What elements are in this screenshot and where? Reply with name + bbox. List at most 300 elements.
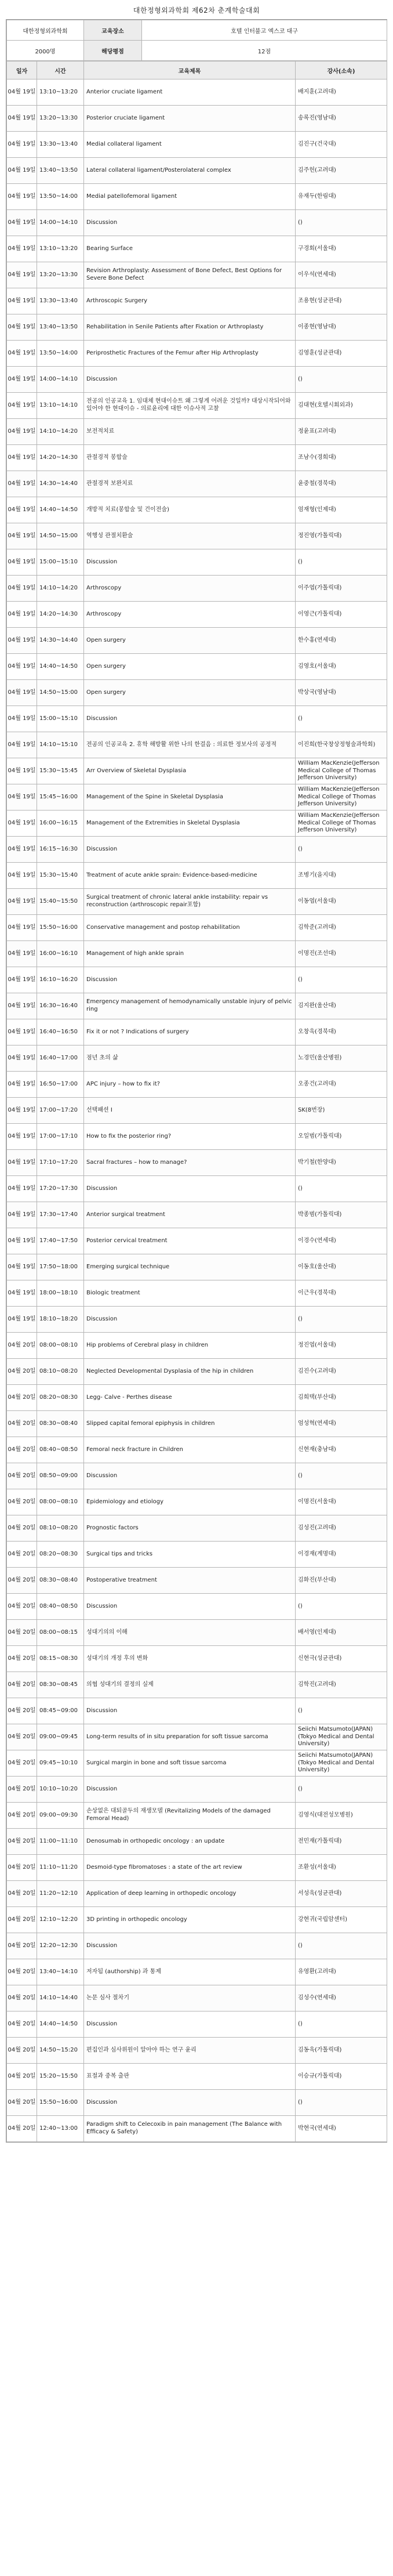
session-date: 04월 19일 <box>7 889 37 915</box>
session-date: 04월 19일 <box>7 158 37 184</box>
session-time: 08:15~08:30 <box>37 1646 84 1672</box>
session-speaker: () <box>296 1594 387 1620</box>
session-time: 17:10~17:20 <box>37 1150 84 1176</box>
session-time: 14:20~14:30 <box>37 602 84 628</box>
session-title: Discussion <box>84 1933 296 1959</box>
session-speaker: Seiichi Matsumoto(JAPAN)(Tokyo Medical and Dental University) <box>296 1724 387 1750</box>
session-speaker: 김진구(건국대) <box>296 132 387 158</box>
session-date: 04월 20일 <box>7 2038 37 2064</box>
session-title: 전공의 인공교육 1. 임대체 현대이슈트 왜 그렇게 어려운 것일까? 대상시작되어와 있어야 한 현대이슈 - 의료윤리에 대한 이슈사적 고찰 <box>84 393 296 419</box>
session-date: 04월 20일 <box>7 1933 37 1959</box>
session-speaker: 김지완(울산대) <box>296 993 387 1019</box>
session-speaker: 이동엽(서울대) <box>296 889 387 915</box>
session-title: Discussion <box>84 1777 296 1803</box>
session-time: 15:40~15:50 <box>37 889 84 915</box>
session-title: Posterior cervical treatment <box>84 1228 296 1254</box>
session-date: 04월 19일 <box>7 706 37 732</box>
table-row <box>7 288 387 314</box>
session-title: Discussion <box>84 2090 296 2116</box>
session-speaker: 송록진(영남대) <box>296 106 387 132</box>
session-time: 16:40~16:50 <box>37 1019 84 1045</box>
column-header-date: 일자 <box>7 61 37 79</box>
session-title: Discussion <box>84 1463 296 1489</box>
session-time: 13:40~13:50 <box>37 158 84 184</box>
table-row <box>7 811 387 837</box>
session-time: 18:00~18:10 <box>37 1280 84 1307</box>
column-header-time: 시간 <box>37 61 84 79</box>
table-row <box>7 1829 387 1855</box>
session-title: 의협 성대기의 결정의 실제 <box>84 1672 296 1698</box>
session-time: 13:10~13:20 <box>37 236 84 262</box>
session-speaker: 유영환(고려대) <box>296 1959 387 1985</box>
session-time: 08:30~08:40 <box>37 1568 84 1594</box>
session-speaker: 신현극(성균관대) <box>296 1646 387 1672</box>
session-title: Surgical tips and tricks <box>84 1542 296 1568</box>
table-row <box>7 1176 387 1202</box>
session-date: 04월 19일 <box>7 993 37 1019</box>
session-title: Bearing Surface <box>84 236 296 262</box>
session-speaker: William MacKenzie(Jefferson Medical College of Thomas Jefferson University) <box>296 758 387 784</box>
schedule-header-row <box>7 61 387 79</box>
table-row <box>7 784 387 811</box>
session-date: 04월 20일 <box>7 1907 37 1933</box>
session-speaker: 정진영(가톨릭대) <box>296 523 387 549</box>
schedule-table <box>6 61 387 2142</box>
session-speaker: 박기철(한양대) <box>296 1150 387 1176</box>
session-speaker: 윤중철(경북대) <box>296 471 387 497</box>
session-speaker: 한수홍(연세대) <box>296 628 387 654</box>
session-speaker: () <box>296 2090 387 2116</box>
session-title: Arthroscopy <box>84 602 296 628</box>
session-time: 14:50~15:00 <box>37 680 84 706</box>
table-row <box>7 2116 387 2142</box>
session-time: 14:30~14:40 <box>37 471 84 497</box>
session-speaker: 김성수(연세대) <box>296 1985 387 2011</box>
session-speaker: 박현국(연세대) <box>296 2116 387 2142</box>
session-time: 14:00~14:10 <box>37 210 84 236</box>
session-speaker: William MacKenzie(Jefferson Medical College of Thomas Jefferson University) <box>296 784 387 811</box>
session-date: 04월 19일 <box>7 367 37 393</box>
session-speaker: 오일범(가톨릭대) <box>296 1124 387 1150</box>
table-row <box>7 680 387 706</box>
table-row <box>7 1385 387 1411</box>
session-date: 04월 19일 <box>7 106 37 132</box>
session-title: Open surgery <box>84 628 296 654</box>
session-time: 13:40~14:10 <box>37 1959 84 1985</box>
session-date: 04월 19일 <box>7 288 37 314</box>
session-date: 04월 20일 <box>7 1463 37 1489</box>
session-date: 04월 20일 <box>7 1333 37 1359</box>
session-title: Postoperative treatment <box>84 1568 296 1594</box>
session-speaker: 조용현(성균관대) <box>296 288 387 314</box>
session-speaker: 조환성(서울대) <box>296 1855 387 1881</box>
schedule-body <box>7 79 387 2142</box>
table-row <box>7 1307 387 1333</box>
session-title: Management of the Spine in Skeletal Dysplasia <box>84 784 296 811</box>
session-speaker: 정윤표(고려대) <box>296 419 387 445</box>
session-speaker: 이진희(한국창상정형술과학회) <box>296 732 387 758</box>
session-title: 저자됨 (authorship) 과 통제 <box>84 1959 296 1985</box>
session-title: Arthroscopic Surgery <box>84 288 296 314</box>
session-date: 04월 19일 <box>7 941 37 967</box>
table-row <box>7 706 387 732</box>
session-date: 04월 19일 <box>7 1072 37 1098</box>
session-title: 역행성 관절치환술 <box>84 523 296 549</box>
session-time: 15:00~15:10 <box>37 706 84 732</box>
session-title: APC injury – how to fix it? <box>84 1072 296 1098</box>
session-time: 15:50~16:00 <box>37 915 84 941</box>
table-row <box>7 1933 387 1959</box>
session-time: 12:10~12:20 <box>37 1907 84 1933</box>
session-date: 04월 19일 <box>7 576 37 602</box>
session-date: 04월 19일 <box>7 132 37 158</box>
session-time: 08:40~08:50 <box>37 1594 84 1620</box>
session-speaker: 이주엽(가톨릭대) <box>296 576 387 602</box>
session-title: Discussion <box>84 2011 296 2038</box>
table-row <box>7 1594 387 1620</box>
session-speaker: () <box>296 549 387 576</box>
table-row <box>7 1672 387 1698</box>
session-title: Discussion <box>84 1698 296 1724</box>
session-title: Surgical margin in bone and soft tissue sarcoma <box>84 1750 296 1777</box>
table-row <box>7 941 387 967</box>
table-row <box>7 889 387 915</box>
session-title: Management of the Extremities in Skeletal Dysplasia <box>84 811 296 837</box>
session-time: 09:45~10:10 <box>37 1750 84 1777</box>
session-date: 04월 19일 <box>7 863 37 889</box>
session-date: 04월 19일 <box>7 79 37 106</box>
table-row <box>7 1985 387 2011</box>
session-time: 15:20~15:50 <box>37 2064 84 2090</box>
session-speaker: 박종범(가톨릭대) <box>296 1202 387 1228</box>
session-title: Hip problems of Cerebral plasy in children <box>84 1333 296 1359</box>
session-date: 04월 19일 <box>7 314 37 341</box>
session-date: 04월 19일 <box>7 497 37 523</box>
table-row <box>7 602 387 628</box>
session-speaker: 이승규(가톨릭대) <box>296 2064 387 2090</box>
session-title: Long-term results of in situ preparation for soft tissue sarcoma <box>84 1724 296 1750</box>
session-speaker: 김대현(호텔시회외과) <box>296 393 387 419</box>
session-date: 04월 19일 <box>7 1098 37 1124</box>
session-date: 04월 20일 <box>7 2090 37 2116</box>
session-date: 04월 20일 <box>7 1777 37 1803</box>
session-speaker: 노경민(울산병원) <box>296 1045 387 1072</box>
session-speaker: () <box>296 367 387 393</box>
session-title: Femoral neck fracture in Children <box>84 1437 296 1463</box>
session-date: 04월 19일 <box>7 1019 37 1045</box>
table-row <box>7 576 387 602</box>
table-row <box>7 2090 387 2116</box>
table-row <box>7 628 387 654</box>
session-time: 16:30~16:40 <box>37 993 84 1019</box>
session-speaker: 배지훈(고려대) <box>296 79 387 106</box>
session-date: 04월 19일 <box>7 654 37 680</box>
session-date: 04월 19일 <box>7 967 37 993</box>
session-time: 14:00~14:10 <box>37 367 84 393</box>
session-date: 04월 20일 <box>7 1542 37 1568</box>
table-row <box>7 1411 387 1437</box>
table-row <box>7 2011 387 2038</box>
session-time: 08:00~08:10 <box>37 1489 84 1515</box>
session-speaker: 김영호(서울대) <box>296 654 387 680</box>
table-row <box>7 1881 387 1907</box>
session-date: 04월 19일 <box>7 445 37 471</box>
table-row <box>7 1333 387 1359</box>
session-date: 04월 20일 <box>7 1959 37 1985</box>
session-time: 13:20~13:30 <box>37 262 84 288</box>
session-title: Paradigm shift to Celecoxib in pain management (The Balance with Efficacy & Safety) <box>84 2116 296 2142</box>
session-time: 14:40~14:50 <box>37 497 84 523</box>
table-row <box>7 1254 387 1280</box>
session-time: 08:10~08:20 <box>37 1359 84 1385</box>
session-date: 04월 20일 <box>7 1489 37 1515</box>
session-title: 논문 심사 절차기 <box>84 1985 296 2011</box>
session-speaker: 이근우(경북대) <box>296 1280 387 1307</box>
table-row <box>7 184 387 210</box>
table-row <box>7 1724 387 1750</box>
table-row <box>7 1777 387 1803</box>
document-frame <box>6 19 387 2143</box>
session-time: 11:20~12:10 <box>37 1881 84 1907</box>
session-speaker: () <box>296 1698 387 1724</box>
session-date: 04월 19일 <box>7 523 37 549</box>
session-title: 선택패션 I <box>84 1098 296 1124</box>
session-title: Medial patellofemoral ligament <box>84 184 296 210</box>
session-title: Anterior cruciate ligament <box>84 79 296 106</box>
session-speaker: 이영근(가톨릭대) <box>296 602 387 628</box>
table-row <box>7 993 387 1019</box>
session-date: 04월 20일 <box>7 1359 37 1385</box>
session-time: 17:20~17:30 <box>37 1176 84 1202</box>
session-date: 04월 19일 <box>7 419 37 445</box>
session-time: 17:40~17:50 <box>37 1228 84 1254</box>
session-speaker: 김성진(고려대) <box>296 1515 387 1542</box>
table-row <box>7 158 387 184</box>
session-speaker: 이우석(연세대) <box>296 262 387 288</box>
venue-label: 교육장소 <box>84 20 142 41</box>
session-title: Legg- Calve - Perthes disease <box>84 1385 296 1411</box>
session-date: 04월 20일 <box>7 1594 37 1620</box>
session-speaker: 전민재(가톨릭대) <box>296 1829 387 1855</box>
session-title: Discussion <box>84 837 296 863</box>
session-date: 04월 20일 <box>7 1750 37 1777</box>
session-title: Desmoid-type fibromatoses : a state of the art review <box>84 1855 296 1881</box>
session-time: 13:10~14:10 <box>37 393 84 419</box>
table-row <box>7 1750 387 1777</box>
session-date: 04월 20일 <box>7 1437 37 1463</box>
session-time: 15:00~15:10 <box>37 549 84 576</box>
column-header-speaker: 강사(소속) <box>296 61 387 79</box>
session-date: 04월 19일 <box>7 758 37 784</box>
session-time: 16:10~16:20 <box>37 967 84 993</box>
session-speaker: 김희택(부산대) <box>296 1385 387 1411</box>
session-time: 14:10~14:40 <box>37 1985 84 2011</box>
session-speaker: 이경재(계명대) <box>296 1542 387 1568</box>
session-date: 04월 19일 <box>7 210 37 236</box>
session-time: 11:10~11:20 <box>37 1855 84 1881</box>
session-title: Discussion <box>84 210 296 236</box>
session-time: 16:50~17:00 <box>37 1072 84 1098</box>
session-speaker: 이종현(영남대) <box>296 314 387 341</box>
session-time: 14:50~15:00 <box>37 523 84 549</box>
session-speaker: 구경회(서울대) <box>296 236 387 262</box>
session-date: 04월 19일 <box>7 262 37 288</box>
session-title: Neglected Developmental Dysplasia of the hip in children <box>84 1359 296 1385</box>
table-row <box>7 236 387 262</box>
session-speaker: 이동호(울산대) <box>296 1254 387 1280</box>
table-row <box>7 1855 387 1881</box>
table-row <box>7 1907 387 1933</box>
table-row <box>7 1124 387 1150</box>
session-speaker: () <box>296 2011 387 2038</box>
session-title: Arthroscopy <box>84 576 296 602</box>
session-title: 점년 초의 삶 <box>84 1045 296 1072</box>
session-title: 손상없은 대퇴골두의 재생모델 (Revitalizing Models of the damaged Femoral Head) <box>84 1803 296 1829</box>
table-row <box>7 732 387 758</box>
session-title: Arr Overview of Skeletal Dysplasia <box>84 758 296 784</box>
session-date: 04월 19일 <box>7 1202 37 1228</box>
table-row <box>7 367 387 393</box>
session-title: 관절경적 보완치료 <box>84 471 296 497</box>
session-speaker: 김영식(대전성모병원) <box>296 1803 387 1829</box>
session-title: Fix it or not ? Indications of surgery <box>84 1019 296 1045</box>
session-date: 04월 19일 <box>7 1176 37 1202</box>
session-date: 04월 19일 <box>7 471 37 497</box>
session-time: 14:40~14:50 <box>37 2011 84 2038</box>
session-speaker: 조병기(을지대) <box>296 863 387 889</box>
table-row <box>7 915 387 941</box>
table-row <box>7 1072 387 1098</box>
organizer-cell: 대한정형외과학회 <box>7 20 84 41</box>
session-title: Denosumab in orthopedic oncology : an update <box>84 1829 296 1855</box>
session-date: 04월 20일 <box>7 1646 37 1672</box>
session-date: 04월 20일 <box>7 1411 37 1437</box>
session-date: 04월 20일 <box>7 1724 37 1750</box>
session-speaker: Seiichi Matsumoto(JAPAN)(Tokyo Medical and Dental University) <box>296 1750 387 1777</box>
session-time: 08:20~08:30 <box>37 1542 84 1568</box>
session-time: 14:50~15:20 <box>37 2038 84 2064</box>
session-time: 12:40~13:00 <box>37 2116 84 2142</box>
session-speaker: 정진엽(서울대) <box>296 1333 387 1359</box>
session-title: Epidemiology and etiology <box>84 1489 296 1515</box>
session-date: 04월 19일 <box>7 1307 37 1333</box>
session-title: Slipped capital femoral epiphysis in children <box>84 1411 296 1437</box>
session-time: 14:10~14:20 <box>37 419 84 445</box>
table-row <box>7 1646 387 1672</box>
session-date: 04월 19일 <box>7 915 37 941</box>
table-row <box>7 341 387 367</box>
session-date: 04월 20일 <box>7 2116 37 2142</box>
session-time: 08:20~08:30 <box>37 1385 84 1411</box>
session-speaker: 강현귀(국립암센터) <box>296 1907 387 1933</box>
session-time: 13:50~14:00 <box>37 184 84 210</box>
session-title: Open surgery <box>84 654 296 680</box>
session-speaker: 이경수(연세대) <box>296 1228 387 1254</box>
course-info-table <box>6 20 387 61</box>
session-title: Medial collateral ligament <box>84 132 296 158</box>
table-row <box>7 106 387 132</box>
session-time: 13:30~13:40 <box>37 288 84 314</box>
session-speaker: () <box>296 706 387 732</box>
table-row <box>7 210 387 236</box>
session-title: 성대기의의 이해 <box>84 1620 296 1646</box>
session-date: 04월 19일 <box>7 1254 37 1280</box>
session-title: Conservative management and postop rehabilitation <box>84 915 296 941</box>
session-speaker: 조남수(경희대) <box>296 445 387 471</box>
session-time: 09:00~09:45 <box>37 1724 84 1750</box>
session-time: 14:10~15:10 <box>37 732 84 758</box>
session-speaker: 엄성혁(연세대) <box>296 1411 387 1437</box>
session-speaker: () <box>296 967 387 993</box>
table-row <box>7 1463 387 1489</box>
table-row <box>7 1280 387 1307</box>
session-title: Biologic treatment <box>84 1280 296 1307</box>
session-title: 전공의 인공교육 2. 휴학 해방활 위한 나의 한걸음 : 의료한 정보사의 공정적 <box>84 732 296 758</box>
session-time: 08:45~09:00 <box>37 1698 84 1724</box>
session-speaker: 유재두(한림대) <box>296 184 387 210</box>
table-row <box>7 1568 387 1594</box>
session-time: 16:40~17:00 <box>37 1045 84 1072</box>
session-time: 17:00~17:20 <box>37 1098 84 1124</box>
session-date: 04월 20일 <box>7 1620 37 1646</box>
session-date: 04월 20일 <box>7 1855 37 1881</box>
session-date: 04월 20일 <box>7 1568 37 1594</box>
table-row <box>7 863 387 889</box>
session-time: 15:45~16:00 <box>37 784 84 811</box>
table-row <box>7 419 387 445</box>
session-date: 04월 19일 <box>7 784 37 811</box>
session-title: Surgical treatment of chronic lateral ankle instability: repair vs reconstruction (arthroscopic repair포함) <box>84 889 296 915</box>
session-date: 04월 19일 <box>7 1045 37 1072</box>
session-speaker: () <box>296 210 387 236</box>
session-title: Discussion <box>84 549 296 576</box>
session-speaker: 김영훈(성균관대) <box>296 341 387 367</box>
session-time: 17:00~17:10 <box>37 1124 84 1150</box>
session-time: 15:30~15:40 <box>37 863 84 889</box>
table-row <box>7 1515 387 1542</box>
session-date: 04월 19일 <box>7 1150 37 1176</box>
table-row <box>7 1959 387 1985</box>
session-time: 08:00~08:15 <box>37 1620 84 1646</box>
session-speaker: () <box>296 1176 387 1202</box>
session-speaker: 이명진(조선대) <box>296 941 387 967</box>
session-date: 04월 20일 <box>7 1985 37 2011</box>
table-row <box>7 1489 387 1515</box>
column-header-title: 교육제목 <box>84 61 296 79</box>
session-speaker: 박상국(영남대) <box>296 680 387 706</box>
session-time: 14:30~14:40 <box>37 628 84 654</box>
session-time: 11:00~11:10 <box>37 1829 84 1855</box>
session-title: Prognostic factors <box>84 1515 296 1542</box>
session-time: 13:30~13:40 <box>37 132 84 158</box>
session-title: 보전적치료 <box>84 419 296 445</box>
session-speaker: 김학준(고려대) <box>296 915 387 941</box>
session-time: 15:50~16:00 <box>37 2090 84 2116</box>
session-title: Periprosthetic Fractures of the Femur after Hip Arthroplasty <box>84 341 296 367</box>
session-title: Discussion <box>84 1176 296 1202</box>
session-time: 16:15~16:30 <box>37 837 84 863</box>
session-date: 04월 19일 <box>7 184 37 210</box>
table-row <box>7 1019 387 1045</box>
session-time: 16:00~16:10 <box>37 941 84 967</box>
session-speaker: 엄재형(인제대) <box>296 497 387 523</box>
session-title: Discussion <box>84 367 296 393</box>
table-row <box>7 1098 387 1124</box>
session-time: 14:10~14:20 <box>37 576 84 602</box>
session-title: Lateral collateral ligament/Posterolateral complex <box>84 158 296 184</box>
session-time: 08:50~09:00 <box>37 1463 84 1489</box>
session-date: 04월 19일 <box>7 1228 37 1254</box>
